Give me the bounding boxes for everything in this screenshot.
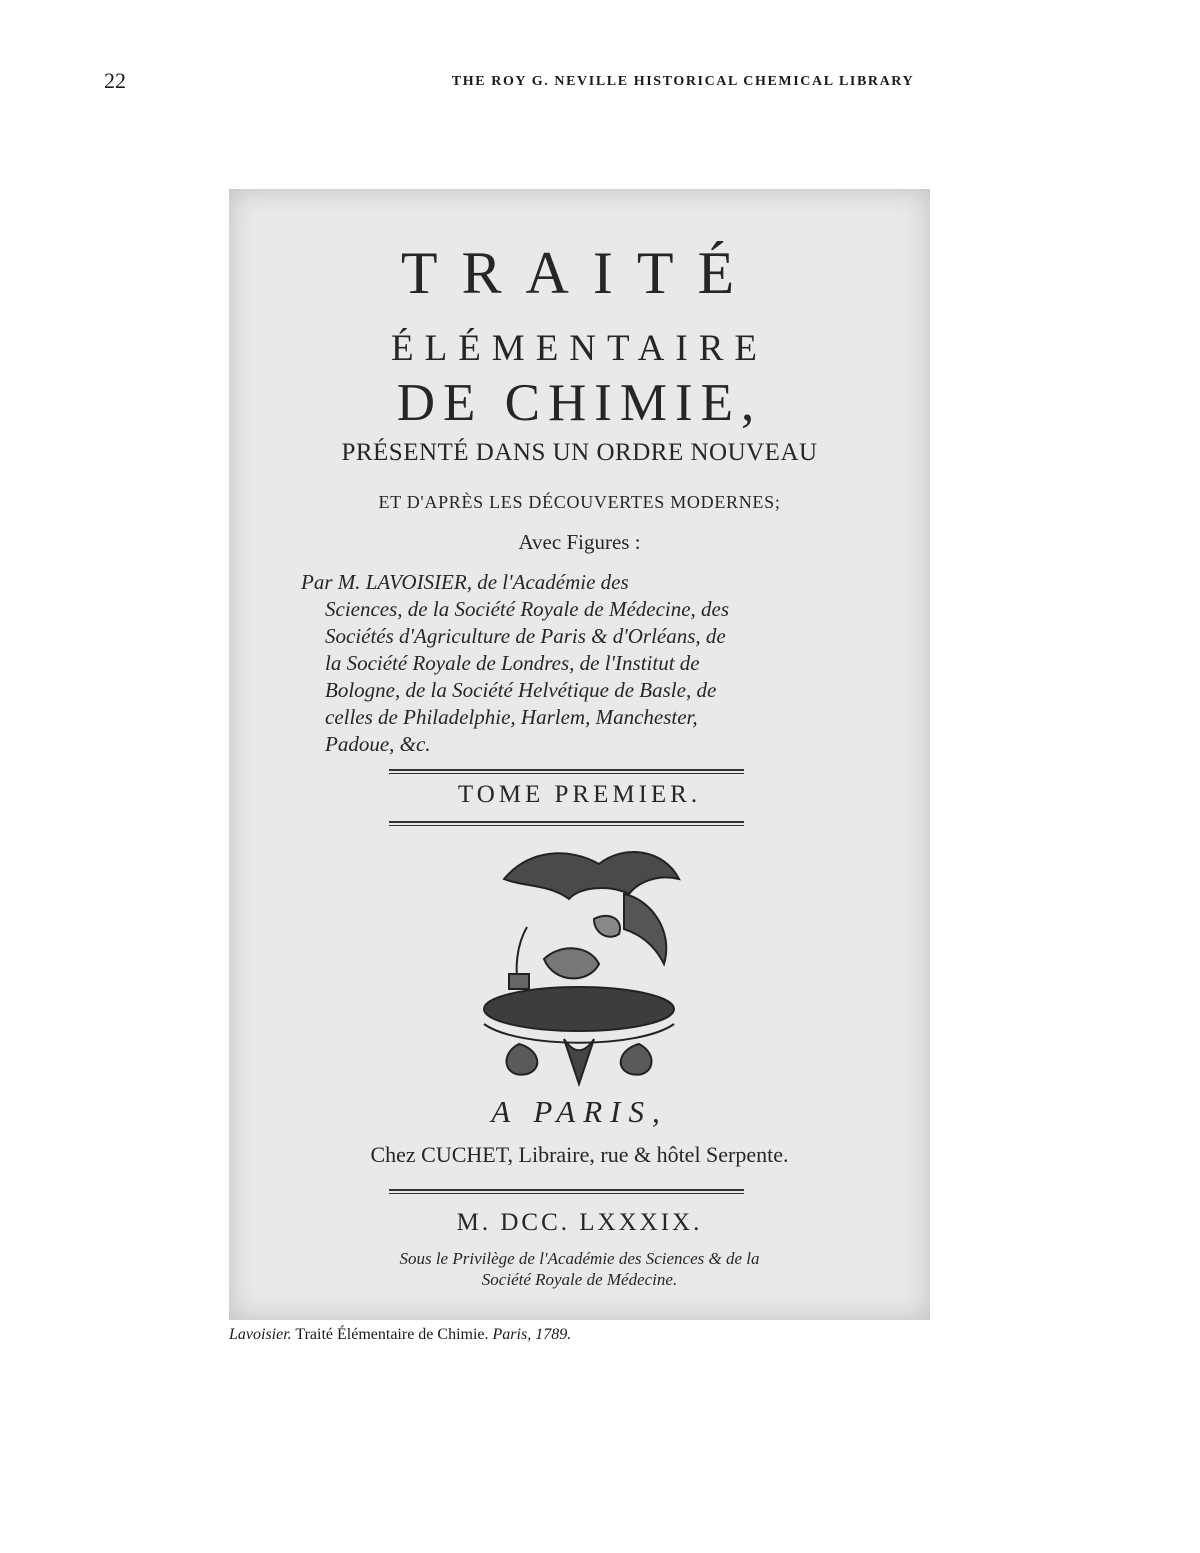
author-block — [301, 569, 861, 758]
imprint-place: A PARIS, — [491, 1094, 668, 1129]
figure-caption — [229, 1326, 571, 1344]
imprint-publisher: Chez CUCHET, Libraire, rue & hôtel Serpente. — [370, 1142, 789, 1167]
subtitle-line-3: Avec Figures : — [518, 530, 641, 554]
imprint-rule — [389, 1189, 744, 1194]
author-line: celles de Philadelphie, Harlem, Manchester, — [325, 705, 698, 729]
page-number: 22 — [104, 68, 126, 93]
author-line: Par M. LAVOISIER, de l'Académie des — [301, 570, 629, 594]
privilege-line-1: Sous le Privilège de l'Académie des Sciences & de la — [399, 1249, 760, 1268]
imprint-date: M. DCC. LXXXIX. — [456, 1209, 703, 1236]
subtitle-line-2: ET D'APRÈS LES DÉCOUVERTES MODERNES; — [378, 492, 781, 512]
caption-author: Lavoisier. — [229, 1326, 292, 1343]
author-line: Bologne, de la Société Helvétique de Basle, de — [325, 678, 717, 702]
subtitle-line-1: PRÉSENTÉ DANS UN ORDRE NOUVEAU — [341, 439, 818, 466]
caption-imprint: Paris, 1789. — [492, 1326, 572, 1343]
author-line: la Société Royale de Londres, de l'Institut de — [325, 651, 700, 675]
title-line-2: ÉLÉMENTAIRE — [391, 328, 768, 369]
author-line: Padoue, &c. — [325, 732, 431, 756]
printer-vignette-image — [449, 839, 709, 1089]
bottom-double-rule — [389, 821, 744, 826]
title-line-3: DE CHIMIE, — [396, 374, 763, 432]
privilege-line-2: Société Royale de Médecine. — [481, 1270, 678, 1289]
running-head: THE ROY G. NEVILLE HISTORICAL CHEMICAL LIBRARY — [451, 74, 915, 89]
top-double-rule — [389, 769, 744, 774]
author-line: Sociétés d'Agriculture de Paris & d'Orléans, de — [325, 624, 726, 648]
volume-label: TOME PREMIER. — [457, 781, 702, 808]
author-line: Sciences, de la Société Royale de Médecine, des — [325, 597, 730, 621]
caption-title: Traité Élémentaire de Chimie. — [291, 1326, 493, 1343]
title-line-1: TRAITÉ — [400, 240, 759, 306]
title-page-plate — [229, 189, 930, 1320]
